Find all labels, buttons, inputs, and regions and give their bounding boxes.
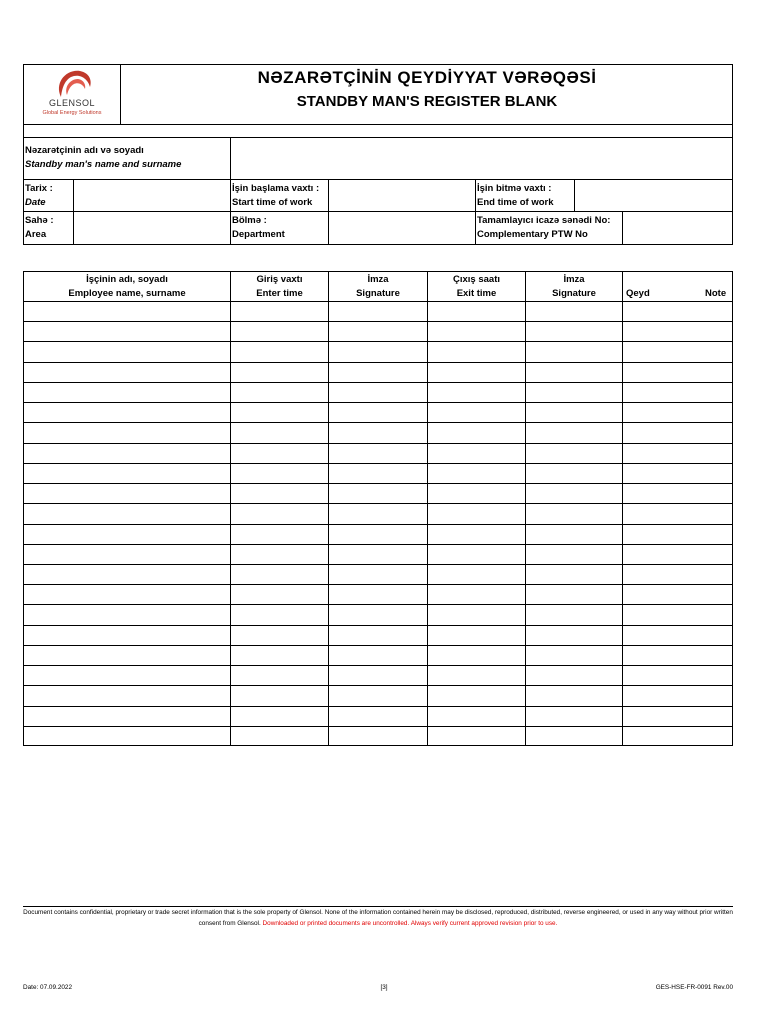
table-cell[interactable] bbox=[329, 423, 427, 442]
table-cell[interactable] bbox=[24, 565, 230, 584]
area-label-az: Sahə : bbox=[25, 215, 54, 226]
table-cell[interactable] bbox=[428, 464, 525, 483]
table-cell[interactable] bbox=[526, 666, 622, 685]
ptw-label-en: Complementary PTW No bbox=[477, 229, 588, 240]
table-cell[interactable] bbox=[428, 504, 525, 523]
area-label-en: Area bbox=[25, 229, 47, 240]
table-cell[interactable] bbox=[231, 444, 328, 463]
table-cell[interactable] bbox=[24, 444, 230, 463]
date-label-en: Date bbox=[25, 197, 46, 208]
col-header-exit-en: Exit time bbox=[456, 288, 497, 299]
start-time-field[interactable] bbox=[329, 180, 475, 211]
table-cell[interactable] bbox=[623, 342, 732, 361]
table-cell[interactable] bbox=[231, 302, 328, 321]
table-cell[interactable] bbox=[428, 646, 525, 665]
table-cell[interactable] bbox=[24, 363, 230, 382]
col-header-signature2-en: Signature bbox=[552, 288, 596, 299]
table-cell[interactable] bbox=[623, 464, 732, 483]
confidentiality-notice bbox=[23, 907, 733, 929]
table-cell[interactable] bbox=[526, 707, 622, 726]
table-cell[interactable] bbox=[428, 565, 525, 584]
table-cell[interactable] bbox=[623, 484, 732, 503]
table-cell[interactable] bbox=[526, 626, 622, 645]
table-cell[interactable] bbox=[329, 646, 427, 665]
table-cell[interactable] bbox=[623, 403, 732, 422]
table-cell[interactable] bbox=[428, 707, 525, 726]
table-cell[interactable] bbox=[526, 322, 622, 341]
table-cell[interactable] bbox=[329, 707, 427, 726]
table-cell[interactable] bbox=[623, 707, 732, 726]
date-label-az: Tarix : bbox=[25, 183, 53, 194]
table-cell[interactable] bbox=[428, 403, 525, 422]
table-cell[interactable] bbox=[329, 464, 427, 483]
table-cell[interactable] bbox=[526, 545, 622, 564]
start-time-label-en: Start time of work bbox=[232, 197, 313, 208]
table-cell[interactable] bbox=[526, 484, 622, 503]
table-cell[interactable] bbox=[24, 302, 230, 321]
table-cell[interactable] bbox=[428, 626, 525, 645]
table-cell[interactable] bbox=[428, 383, 525, 402]
table-cell[interactable] bbox=[526, 585, 622, 604]
table-cell[interactable] bbox=[623, 666, 732, 685]
standby-name-label-en: Standby man's name and surname bbox=[25, 159, 182, 170]
page-number: [3] bbox=[380, 984, 388, 991]
table-cell[interactable] bbox=[526, 727, 622, 746]
table-cell[interactable] bbox=[24, 666, 230, 685]
info-col-line bbox=[475, 179, 476, 245]
table-cell[interactable] bbox=[428, 302, 525, 321]
table-cell[interactable] bbox=[231, 666, 328, 685]
table-cell[interactable] bbox=[526, 383, 622, 402]
table-cell[interactable] bbox=[623, 322, 732, 341]
table-cell[interactable] bbox=[24, 707, 230, 726]
col-header-enter-en: Enter time bbox=[256, 288, 303, 299]
department-label-az: Bölmə : bbox=[232, 215, 267, 226]
table-cell[interactable] bbox=[329, 585, 427, 604]
logo-brand-text: GLENSOL bbox=[48, 98, 96, 108]
table-cell[interactable] bbox=[24, 464, 230, 483]
col-header-note-az: Qeyd bbox=[626, 288, 650, 299]
table-cell[interactable] bbox=[24, 646, 230, 665]
col-header-signature2-az: İmza bbox=[563, 274, 585, 285]
table-cell[interactable] bbox=[526, 464, 622, 483]
table-cell[interactable] bbox=[24, 423, 230, 442]
table-cell[interactable] bbox=[231, 727, 328, 746]
table-cell[interactable] bbox=[24, 504, 230, 523]
table-cell[interactable] bbox=[623, 565, 732, 584]
table-cell[interactable] bbox=[428, 322, 525, 341]
end-time-field[interactable] bbox=[575, 180, 732, 211]
table-cell[interactable] bbox=[329, 322, 427, 341]
table-cell[interactable] bbox=[231, 403, 328, 422]
col-header-employee-en: Employee name, surname bbox=[68, 288, 186, 299]
table-cell[interactable] bbox=[623, 646, 732, 665]
table-cell[interactable] bbox=[231, 585, 328, 604]
table-cell[interactable] bbox=[24, 727, 230, 746]
table-cell[interactable] bbox=[428, 342, 525, 361]
table-cell[interactable] bbox=[526, 302, 622, 321]
table-cell[interactable] bbox=[623, 585, 732, 604]
table-cell[interactable] bbox=[428, 545, 525, 564]
table-cell[interactable] bbox=[231, 525, 328, 544]
col-header-signature1-en: Signature bbox=[356, 288, 400, 299]
table-cell[interactable] bbox=[24, 383, 230, 402]
table-cell[interactable] bbox=[231, 707, 328, 726]
table-cell[interactable] bbox=[231, 363, 328, 382]
department-label-en: Department bbox=[232, 229, 285, 240]
table-cell[interactable] bbox=[428, 666, 525, 685]
table-cell[interactable] bbox=[623, 302, 732, 321]
table-cell[interactable] bbox=[526, 444, 622, 463]
table-cell[interactable] bbox=[623, 504, 732, 523]
table-cell[interactable] bbox=[623, 383, 732, 402]
table-cell[interactable] bbox=[526, 565, 622, 584]
table-cell[interactable] bbox=[24, 403, 230, 422]
table-cell[interactable] bbox=[231, 565, 328, 584]
table-cell[interactable] bbox=[623, 626, 732, 645]
table-cell[interactable] bbox=[526, 403, 622, 422]
table-cell[interactable] bbox=[231, 504, 328, 523]
table-cell[interactable] bbox=[231, 605, 328, 624]
table-cell[interactable] bbox=[329, 686, 427, 705]
table-cell[interactable] bbox=[526, 423, 622, 442]
table-cell[interactable] bbox=[24, 484, 230, 503]
table-cell[interactable] bbox=[623, 727, 732, 746]
table-cell[interactable] bbox=[329, 383, 427, 402]
table-cell[interactable] bbox=[24, 342, 230, 361]
table-cell[interactable] bbox=[24, 545, 230, 564]
table-cell[interactable] bbox=[24, 585, 230, 604]
col-header-enter-az: Giriş vaxtı bbox=[256, 274, 303, 285]
table-cell[interactable] bbox=[526, 525, 622, 544]
table-cell[interactable] bbox=[231, 423, 328, 442]
col-header-exit-az: Çıxış saatı bbox=[453, 274, 500, 285]
table-cell[interactable] bbox=[428, 363, 525, 382]
footer-date: Date: 07.09.2022 bbox=[23, 984, 73, 991]
confidentiality-text: Document contains confidential, proprietary or trade secret information that is the sole property of Glensol. None of the information contained herein may be disclosed, reproduced, distributed, reverse engineered, or used in any way without prior written consent from Glensol. bbox=[23, 909, 733, 927]
table-cell[interactable] bbox=[428, 484, 525, 503]
area-field[interactable] bbox=[74, 212, 230, 244]
table-cell[interactable] bbox=[24, 605, 230, 624]
table-cell[interactable] bbox=[329, 545, 427, 564]
table-cell[interactable] bbox=[623, 545, 732, 564]
table-cell[interactable] bbox=[428, 686, 525, 705]
table-cell[interactable] bbox=[329, 403, 427, 422]
table-cell[interactable] bbox=[329, 666, 427, 685]
table-cell[interactable] bbox=[526, 363, 622, 382]
table-cell[interactable] bbox=[329, 444, 427, 463]
table-cell[interactable] bbox=[428, 525, 525, 544]
table-cell[interactable] bbox=[526, 504, 622, 523]
table-cell[interactable] bbox=[623, 363, 732, 382]
standby-name-field[interactable] bbox=[231, 138, 732, 179]
table-cell[interactable] bbox=[526, 646, 622, 665]
col-header-note-en: Note bbox=[705, 288, 727, 299]
table-cell[interactable] bbox=[428, 605, 525, 624]
table-cell[interactable] bbox=[329, 525, 427, 544]
table-cell[interactable] bbox=[329, 302, 427, 321]
table-cell[interactable] bbox=[623, 423, 732, 442]
document-code: GES-HSE-FR-0091 Rev.00 bbox=[655, 984, 733, 991]
table-cell[interactable] bbox=[428, 444, 525, 463]
table-cell[interactable] bbox=[329, 605, 427, 624]
table-cell[interactable] bbox=[329, 727, 427, 746]
col-header-signature1-az: İmza bbox=[367, 274, 389, 285]
table-cell[interactable] bbox=[623, 444, 732, 463]
table-cell[interactable] bbox=[231, 646, 328, 665]
table-cell[interactable] bbox=[526, 342, 622, 361]
table-cell[interactable] bbox=[231, 484, 328, 503]
table-cell[interactable] bbox=[526, 605, 622, 624]
logo-tagline: Global Energy Solutions bbox=[42, 110, 102, 116]
ptw-number-field[interactable] bbox=[623, 212, 732, 244]
table-cell[interactable] bbox=[428, 727, 525, 746]
page-title-en: STANDBY MAN'S REGISTER BLANK bbox=[296, 93, 558, 110]
table-cell[interactable] bbox=[24, 322, 230, 341]
department-field[interactable] bbox=[329, 212, 475, 244]
end-time-label-az: İşin bitmə vaxtı : bbox=[477, 183, 552, 194]
table-cell[interactable] bbox=[231, 545, 328, 564]
col-header-employee-az: İşçinin adı, soyadı bbox=[86, 274, 168, 285]
table-cell[interactable] bbox=[329, 626, 427, 645]
table-cell[interactable] bbox=[623, 686, 732, 705]
table-cell[interactable] bbox=[231, 322, 328, 341]
end-time-label-en: End time of work bbox=[477, 197, 554, 208]
table-cell[interactable] bbox=[329, 504, 427, 523]
ptw-label-az: Tamamlayıcı icazə sənədi No: bbox=[477, 215, 611, 226]
table-cell[interactable] bbox=[428, 585, 525, 604]
table-cell[interactable] bbox=[329, 484, 427, 503]
table-cell[interactable] bbox=[623, 605, 732, 624]
table-cell[interactable] bbox=[329, 363, 427, 382]
table-cell[interactable] bbox=[231, 342, 328, 361]
table-cell[interactable] bbox=[231, 626, 328, 645]
table-cell[interactable] bbox=[24, 525, 230, 544]
company-logo bbox=[24, 65, 120, 124]
table-cell[interactable] bbox=[231, 686, 328, 705]
table-cell[interactable] bbox=[623, 525, 732, 544]
standby-name-label-az: Nəzarətçinin adı və soyadı bbox=[25, 145, 144, 156]
table-cell[interactable] bbox=[231, 383, 328, 402]
table-cell[interactable] bbox=[329, 565, 427, 584]
uncontrolled-warning: Downloaded or printed documents are uncontrolled. Always verify current approved revision prior to use. bbox=[262, 920, 558, 927]
table-cell[interactable] bbox=[24, 686, 230, 705]
start-time-label-az: İşin başlama vaxtı : bbox=[232, 183, 320, 194]
table-cell[interactable] bbox=[231, 464, 328, 483]
table-cell[interactable] bbox=[329, 342, 427, 361]
page-title-az: NƏZARƏTÇİNİN QEYDİYYAT VƏRƏQƏSİ bbox=[257, 68, 597, 87]
date-field[interactable] bbox=[74, 180, 230, 211]
table-cell[interactable] bbox=[428, 423, 525, 442]
table-cell[interactable] bbox=[526, 686, 622, 705]
table-cell[interactable] bbox=[24, 626, 230, 645]
